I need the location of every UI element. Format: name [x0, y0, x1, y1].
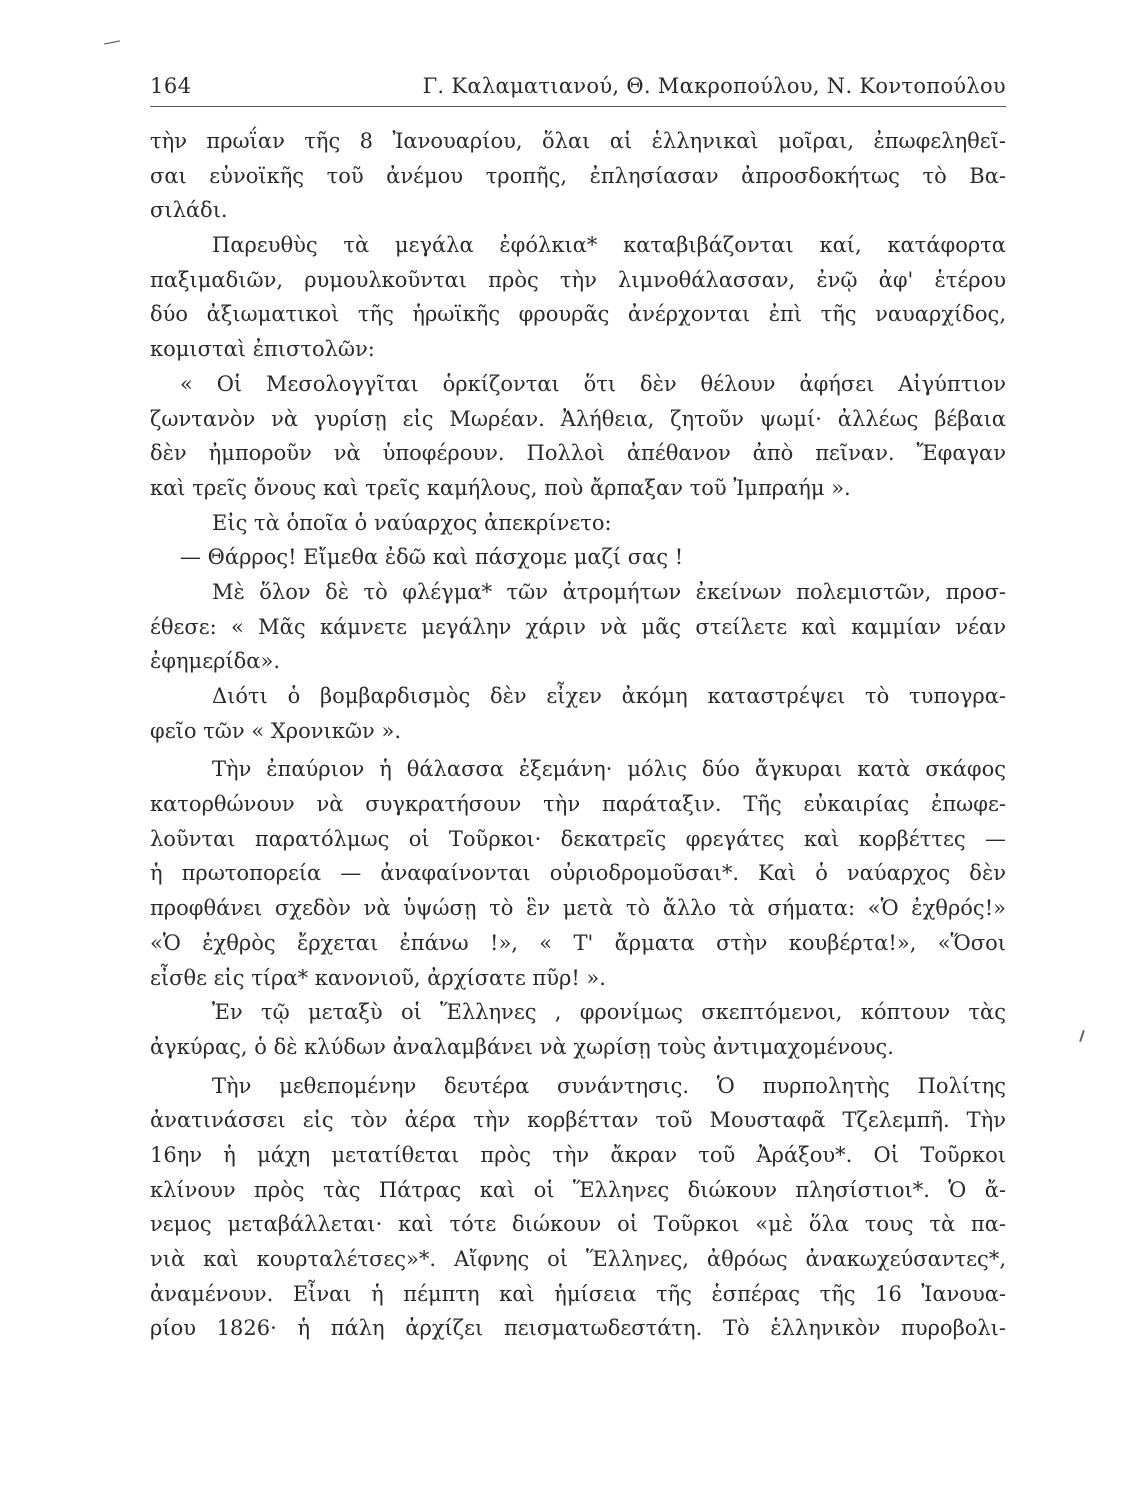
text-line: Παρευθὺς τὰ μεγάλα ἐφόλκια* καταβιβάζονται καί, κατάφορτα [212, 233, 1006, 258]
text-line: έθεσε: « Μᾶς κάμνετε μεγάλην χάριν νὰ μᾶς στείλετε καὶ καμμίαν νέαν [150, 614, 1006, 639]
text-line: σαι εὐνοϊκῆς τοῦ ἀνέμου τροπῆς, ἐπλησίασαν ἀπροσδοκήτως τὸ Βα- [150, 163, 1006, 188]
text-line: ζωντανὸν νὰ γυρίσῃ εἰς Μωρέαν. Ἀλήθεια, ζητοῦν ψωμί· ἀλλέως βέβαια [150, 406, 1006, 431]
margin-pen-mark [104, 40, 120, 44]
text-line: Εἰς τὰ ὁποῖα ὁ ναύαρχος ἀπεκρίνετο: [212, 510, 612, 535]
text-line: κομισταὶ ἐπιστολῶν: [150, 337, 375, 362]
text-line: κλίνουν πρὸς τὰς Πάτρας καὶ οἱ Ἕλληνες διώκουν πλησίστιοι*. Ὁ ἄ- [150, 1177, 1006, 1202]
text-line: καὶ τρεῖς ὄνους καὶ τρεῖς καμήλους, ποὺ ἄρπαξαν τοῦ Ἰμπραήμ ». [150, 475, 851, 500]
text-line: ἐφημερίδα». [150, 649, 281, 674]
text-line: Τὴν ἐπαύριον ἡ θάλασσα ἐξεμάνη· μόλις δύο ἄγκυραι κατὰ σκάφος [212, 757, 1006, 782]
text-line: «Ὁ ἐχθρὸς ἔρχεται ἐπάνω !», « Τ' ἄρματα στὴν κουβέρτα!», «Ὅσοι [150, 930, 1006, 955]
text-line: Διότι ὁ βομβαρδισμὸς δὲν εἶχεν ἀκόμη καταστρέψει τὸ τυπογρα- [212, 684, 1006, 708]
text-line: 16ην ἡ μάχη μετατίθεται πρὸς τὴν ἄκραν τοῦ Ἀράξου*. Οἱ Τοῦρκοι [150, 1142, 1006, 1167]
text-line: λοῦνται παρατόλμως οἱ Τοῦρκοι· δεκατρεῖς φρεγάτες καὶ κορβέττες — [150, 826, 1006, 851]
text-line: δύο ἀξιωματικοὶ τῆς ἡρωϊκῆς φρουρᾶς ἀνέρχονται ἐπὶ τῆς ναυαρχίδος, [150, 302, 1006, 327]
body-text [150, 124, 1006, 1346]
header-rule [150, 106, 1006, 107]
page-header [150, 68, 1006, 108]
text-line: ἀνατινάσσει εἰς τὸν ἀέρα τὴν κορβέτταν τοῦ Μουσταφᾶ Τζελεμπῆ. Τὴν [150, 1108, 1006, 1133]
text-line: κατορθώνουν νὰ συγκρατήσουν τὴν παράταξιν. Τῆς εὐκαιρίας ἐπωφε- [150, 792, 1006, 817]
text-line: σιλάδι. [150, 198, 228, 223]
text-line: Μὲ ὅλον δὲ τὸ φλέγμα* τῶν ἀτρομήτων ἐκείνων πολεμιστῶν, προσ- [212, 579, 1006, 604]
text-line: Ἐν τῷ μεταξὺ οἱ Ἕλληνες , φρονίμως σκεπτόμενοι, κόπτουν τὰς [212, 1000, 1006, 1025]
text-line: τὴν πρωΐαν τῆς 8 Ἰανουαρίου, ὅλαι αἱ ἑλληνικαὶ μοῖραι, ἐπωφεληθεῖ- [150, 129, 1006, 153]
running-head: Γ. Καλαματιανού, Θ. Μακροπούλου, Ν. Κοντοπούλου [422, 74, 1006, 98]
text-line: δὲν ἠμποροῦν νὰ ὑποφέρουν. Πολλοὶ ἀπέθανον ἀπὸ πεῖναν. Ἔφαγαν [150, 441, 1006, 466]
text-line: ἀναμένουν. Εἶναι ἡ πέμπτη καὶ ἡμίσεια τῆς ἑσπέρας τῆς 16 Ἰανουα- [150, 1281, 1006, 1306]
margin-stray-mark [1079, 1030, 1085, 1042]
text-line: νεμος μεταβάλλεται· καὶ τότε διώκουν οἱ Τοῦρκοι «μὲ ὅλα τους τὰ πα- [150, 1212, 1006, 1237]
text-line: νιὰ καὶ κουρταλέτσες»*. Αἴφνης οἱ Ἕλληνες, ἀθρόως ἀνακωχεύσαντες*, [150, 1247, 1006, 1271]
page-number: 164 [150, 74, 192, 98]
text-line: προφθάνει σχεδὸν νὰ ὑψώσῃ τὸ ἓν μετὰ τὸ ἄλλο τὰ σήματα: «Ὁ ἐχθρός!» [150, 896, 1006, 921]
text-line: φεῖο τῶν « Χρονικῶν ». [150, 718, 401, 743]
text-line: παξιμαδιῶν, ρυμουλκοῦνται πρὸς τὴν λιμνοθάλασσαν, ἐνῷ ἀφ' ἑτέρου [150, 267, 1006, 292]
text-line: ἡ πρωτοπορεία — ἀναφαίνονται οὐριοδρομοῦσαι*. Καὶ ὁ ναύαρχος δὲν [150, 861, 1006, 886]
text-line: « Οἱ Μεσολογγῖται ὁρκίζονται ὅτι δὲν θέλουν ἀφήσει Αἰγύπτιον [180, 371, 1006, 396]
text-line: ἀγκύρας, ὁ δὲ κλύδων ἀναλαμβάνει νὰ χωρίσῃ τοὺς ἀντιμαχομένους. [150, 1034, 894, 1059]
text-line: ρίου 1826· ἡ πάλη ἀρχίζει πεισματωδεστάτη. Τὸ ἑλληνικὸν πυροβολι- [150, 1316, 1006, 1341]
text-line: εἶσθε εἰς τίρα* κανονιοῦ, ἀρχίσατε πῦρ! ». [150, 965, 606, 990]
text-line: — Θάρρος! Εἴμεθα ἐδῶ καὶ πάσχομε μαζί σας ! [180, 545, 684, 570]
text-line: Τὴν μεθεπομένην δευτέρα συνάντησις. Ὁ πυρπολητὴς Πολίτης [212, 1073, 1006, 1098]
